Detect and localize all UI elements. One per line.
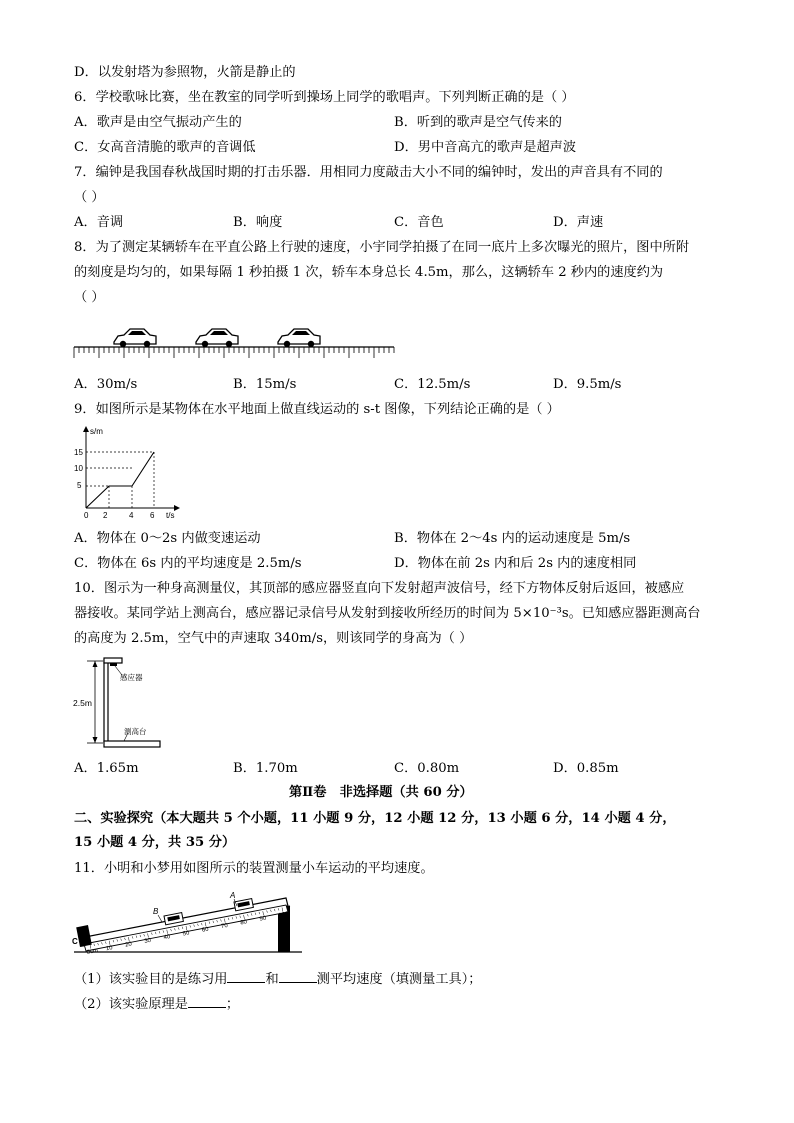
- incline-number: 10: [105, 945, 114, 953]
- q8-option-b: B．15m/s: [233, 377, 297, 392]
- q9-option-b: B．物体在 2～4s 内的运动速度是 5m/s: [394, 531, 631, 546]
- height-label: 2.5m: [73, 698, 92, 708]
- car-image-1: [114, 329, 156, 347]
- q9-option-c: C．物体在 6s 内的平均速度是 2.5m/s: [74, 556, 302, 571]
- car-exposure-figure: [72, 320, 397, 362]
- q7-option-c: C．音色: [394, 215, 444, 230]
- sensor-label: 感应器: [120, 673, 143, 682]
- part2-title: 第Ⅱ卷 非选择题（共 60 分）: [289, 785, 473, 800]
- incline-apparatus-figure: [72, 884, 304, 956]
- q7-stem-line1: 7．编钟是我国春秋战国时期的打击乐器．用相同力度敲击大小不同的编钟时，发出的声音具有不同的: [74, 165, 663, 180]
- incline-label-a: A: [230, 891, 236, 900]
- q7-option-b: B．响度: [233, 215, 283, 230]
- st-graph-xlabel: t/s: [166, 511, 175, 520]
- q11-sub1-text-b: 和: [265, 972, 279, 987]
- q6-option-b: B．听到的歌声是空气传来的: [394, 115, 562, 130]
- st-graph-ytick-15: 15: [74, 448, 83, 457]
- q11-sub2-text-b: ；: [225, 997, 240, 1012]
- q11-sub1-text-a: （1）该实验目的是练习用: [74, 972, 228, 987]
- q8-stem-line1: 8．为了测定某辆轿车在平直公路上行驶的速度，小宇同学拍摄了在同一底片上多次曝光的照片，图中所附: [74, 240, 690, 255]
- incline-label-b: B: [153, 907, 159, 916]
- q7-option-a: A．音调: [74, 215, 124, 230]
- incline-number: 70: [220, 922, 229, 931]
- q10-option-b: B．1.70m: [233, 761, 298, 776]
- car-ruler-scale: [74, 347, 394, 358]
- q10-option-c: C．0.80m: [394, 761, 460, 776]
- st-graph-ytick-10: 10: [74, 464, 83, 473]
- q11-sub1: [74, 970, 481, 989]
- incline-number: 90: [259, 915, 267, 923]
- q6-option-a: A．歌声是由空气振动产生的: [74, 115, 242, 130]
- q9-stem: 9．如图所示是某物体在水平地面上做直线运动的 s-t 图像，下列结论正确的是（ ）: [74, 402, 560, 417]
- q11-blank-principle[interactable]: [188, 995, 226, 1008]
- incline-number: 100: [278, 911, 290, 920]
- q10-option-a: A．1.65m: [74, 761, 139, 776]
- q6-stem: 6．学校歌咏比赛，坐在教室的同学听到操场上同学的歌唱声。下列判断正确的是（ ）: [74, 90, 575, 105]
- incline-number: 80: [239, 919, 248, 927]
- section2-heading-line2: 15 小题 4 分，共 35 分）: [74, 835, 236, 850]
- q10-stem-line2: 器接收。某同学站上测高台，感应器记录信号从发射到接收所经历的时间为 5×10⁻³s。已知感应器距测高台: [74, 606, 701, 621]
- incline-number: 40: [163, 934, 171, 942]
- q11-blank-tool2[interactable]: [279, 970, 317, 983]
- q5-option-d: D．以发射塔为参照物，火箭是静止的: [74, 65, 296, 80]
- car-image-2: [196, 329, 238, 347]
- st-graph-xtick-6: 6: [150, 511, 155, 520]
- st-graph-xtick-4: 4: [129, 511, 134, 520]
- section2-heading-line1: 二、实验探究（本大题共 5 个小题，11 小题 9 分，12 小题 12 分，13 小题 6 分，14 小题 4 分，: [74, 811, 676, 826]
- q11-sub2-text-a: （2）该实验原理是: [74, 997, 188, 1012]
- q7-stem-line2: （ ）: [74, 190, 105, 205]
- q8-stem-line3: （ ）: [74, 290, 105, 305]
- car-image-3: [278, 329, 320, 347]
- st-graph-line: [86, 452, 154, 508]
- q6-option-c: C．女高音清脆的歌声的音调低: [74, 140, 256, 155]
- height-meter-figure: [72, 655, 202, 755]
- incline-number: 0cm: [86, 947, 99, 956]
- st-graph-ytick-5: 5: [77, 481, 82, 490]
- q10-stem-line3: 的高度为 2.5m，空气中的声速取 340m/s，则该同学的身高为（ ）: [74, 631, 473, 646]
- incline-number: 30: [143, 937, 152, 945]
- q9-option-d: D．物体在前 2s 内和后 2s 内的速度相同: [394, 556, 637, 571]
- q10-stem-line1: 10．图示为一种身高测量仪，其顶部的感应器竖直向下发射超声波信号，经下方物体反射后返回，被感应: [74, 581, 685, 596]
- st-graph-xtick-0: 0: [84, 511, 89, 520]
- st-graph-ylabel: s/m: [90, 427, 103, 436]
- q8-option-a: A．30m/s: [74, 377, 138, 392]
- q7-option-d: D．声速: [553, 215, 604, 230]
- incline-number: 50: [182, 930, 191, 938]
- q11-blank-tool1[interactable]: [227, 970, 265, 983]
- incline-number: 20: [124, 941, 133, 949]
- q10-option-d: D．0.85m: [553, 761, 619, 776]
- platform-label: 测高台: [124, 727, 147, 736]
- q11-sub2: [74, 995, 239, 1014]
- q8-option-c: C．12.5m/s: [394, 377, 471, 392]
- st-graph-xtick-2: 2: [103, 511, 108, 520]
- q6-option-d: D．男中音高亢的歌声是超声波: [394, 140, 577, 155]
- incline-number: 60: [201, 926, 210, 934]
- q9-option-a: A．物体在 0～2s 内做变速运动: [74, 531, 261, 546]
- q8-option-d: D．9.5m/s: [553, 377, 622, 392]
- q8-stem-line2: 的刻度是均匀的，如果每隔 1 秒拍摄 1 次，轿车本身总长 4.5m，那么，这辆轿车 2 秒内的速度约为: [74, 265, 664, 280]
- q11-stem: 11．小明和小梦用如图所示的装置测量小车运动的平均速度。: [74, 861, 434, 876]
- q11-sub1-text-c: 测平均速度（填测量工具）；: [316, 972, 482, 987]
- incline-label-c: C: [72, 937, 78, 946]
- st-graph: [74, 424, 186, 520]
